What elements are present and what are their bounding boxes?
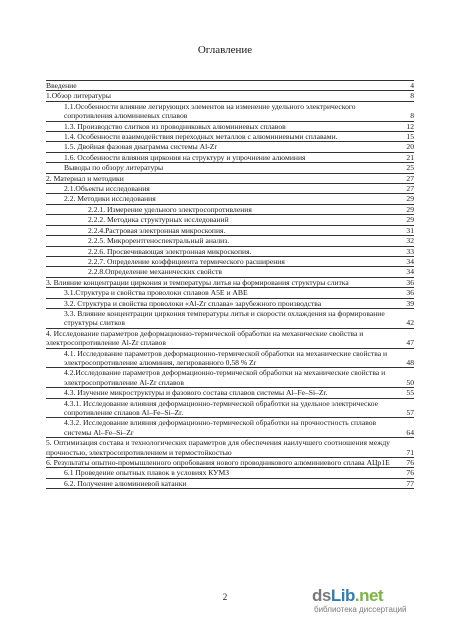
toc-entry-page: 4 bbox=[410, 81, 414, 90]
toc-entry-title: 1.5. Двойная фазовая диаграмма системы Al-Zr bbox=[64, 142, 217, 152]
toc-entry-title: Введение bbox=[46, 81, 77, 90]
toc-entry bbox=[46, 205, 414, 215]
toc-entry-title: 3. Влияние концентрации циркония и температуры литья на формирования структуры слитка bbox=[46, 277, 349, 287]
toc-entry-page: 34 bbox=[406, 267, 414, 277]
toc-entry bbox=[46, 278, 414, 288]
toc-entry-page: 27 bbox=[406, 173, 414, 183]
toc-entry bbox=[46, 399, 414, 419]
toc-entry-title: 4. Исследование параметров деформационно-термической обработки на механические свойства и электросопротивление Al-Zr сплавов bbox=[46, 328, 364, 348]
toc-entry bbox=[46, 418, 414, 438]
toc-entry-page: 64 bbox=[406, 427, 414, 437]
toc-entry bbox=[46, 299, 414, 309]
toc-entry-page: 8 bbox=[410, 91, 414, 101]
watermark-subtitle: библиотека диссертаций bbox=[314, 605, 407, 614]
toc-entry bbox=[46, 309, 414, 329]
toc-entry-title: 2.2.1. Измерение удельного электросопротивления bbox=[88, 204, 252, 214]
toc-entry-page: 48 bbox=[406, 357, 414, 367]
toc-entry-page: 32 bbox=[406, 236, 414, 246]
page-title: Оглавление bbox=[197, 44, 253, 56]
toc-entry-title: 3.3. Влияние концентрации циркония температуры литья и скорости охлаждения на формирование структуры слитков bbox=[64, 308, 385, 328]
toc-entry-page: 21 bbox=[406, 152, 414, 162]
toc-entry-title: Выводы по обзору литературы bbox=[64, 163, 164, 173]
toc-entry-page: 76 bbox=[406, 468, 414, 478]
toc-entry-title: 6.2. Получение алюминиевой катанки bbox=[64, 478, 187, 488]
toc-entry bbox=[46, 226, 414, 236]
toc-entry-page: 29 bbox=[406, 194, 414, 204]
toc-entry-title: 4.3.2. Исследование влияния деформационно-термической обработки на прочностность сплавов системы Al–Fe–Si–Zr bbox=[64, 418, 377, 437]
toc-entry-page: 20 bbox=[406, 142, 414, 152]
toc-entry-title: 1.Обзор литературы bbox=[46, 91, 111, 101]
toc-entry-title: 4.3.1. Исследование влияния деформационно-термической обработки на удельное электрическое сопротивление сплавов Al–Fe–Si–Zr. bbox=[64, 398, 378, 417]
watermark-wordmark: dsLib.net bbox=[312, 586, 384, 605]
toc-entry bbox=[46, 142, 414, 152]
toc-entry-title: 1.3. Производство слитков из проводниковых алюминиевых сплавов bbox=[64, 121, 286, 131]
toc-entry bbox=[46, 438, 414, 458]
toc-entry-title: 2.2.5. Микрорентгеноспектральный анализ. bbox=[88, 236, 230, 246]
toc-entry-title: 2.2.2. Методика структурных исследований bbox=[88, 215, 229, 225]
toc-entry bbox=[46, 215, 414, 225]
toc-entry-title: 1.6. Особенности влияния циркония на структуру и упрочнение алюминия bbox=[64, 152, 306, 162]
toc-entry bbox=[46, 194, 414, 204]
toc-entry-title: 6. Результаты опытно-промышленного опробования нового проводникового алюминиевого сплава АЦр1Е bbox=[46, 458, 390, 468]
toc-entry bbox=[46, 388, 414, 398]
toc-entry-title: 2.2.8.Определение механических свойств bbox=[88, 267, 222, 277]
page-number: 2 bbox=[222, 592, 228, 602]
toc-entry bbox=[46, 247, 414, 257]
toc-entry bbox=[46, 236, 414, 246]
toc-entry bbox=[46, 122, 414, 132]
toc-entry-page: 57 bbox=[406, 408, 414, 417]
watermark-logo bbox=[312, 586, 444, 616]
toc-entry-title: 2.1.Объекты исследования bbox=[64, 184, 150, 194]
toc-entry-page: 8 bbox=[410, 111, 414, 121]
toc-entry-page: 77 bbox=[406, 478, 414, 488]
table-of-contents bbox=[46, 80, 414, 489]
toc-entry-title: 1.4. Особенности взаимодействия переходных металлов с алюминиевыми сплавами. bbox=[64, 132, 338, 142]
toc-entry bbox=[46, 468, 414, 478]
toc-entry bbox=[46, 184, 414, 194]
toc-entry-page: 76 bbox=[406, 458, 414, 468]
toc-entry-title: 4.3. Изучение микроструктуры и фазового состава сплавов системы Al–Fe–Si–Zr. bbox=[64, 388, 328, 398]
toc-entry-title: 1.1.Особенности влияние легирующих элементов на изменение удельного электрического сопротивления алюминиевых сплавов bbox=[64, 101, 356, 121]
toc-entry bbox=[46, 81, 414, 91]
toc-entry-title: 2.2.6. Просвечивающая электронная микроскопия. bbox=[88, 246, 252, 256]
toc-entry-page: 27 bbox=[406, 184, 414, 194]
toc-entry bbox=[46, 91, 414, 101]
toc-entry-title: 2.2.7. Определение коэффициента термического расширения bbox=[88, 256, 285, 266]
toc-entry-page: 29 bbox=[406, 215, 414, 225]
toc-entry-page: 50 bbox=[406, 377, 414, 387]
toc-entry bbox=[46, 368, 414, 388]
toc-entry bbox=[46, 102, 414, 122]
toc-entry-page: 55 bbox=[406, 388, 414, 398]
toc-entry bbox=[46, 174, 414, 184]
toc-entry-page: 29 bbox=[406, 204, 414, 214]
toc-entry-page: 33 bbox=[406, 246, 414, 256]
toc-entry bbox=[46, 257, 414, 267]
toc-entry-page: 31 bbox=[406, 225, 414, 235]
toc-entry-page: 15 bbox=[406, 132, 414, 142]
toc-entry-title: 4.1. Исследование параметров деформационно-термической обработки на механические свойства и электросопротивление алюминия, легированного 0,58 % Zr bbox=[64, 348, 388, 367]
toc-entry-title: 2.2.4.Растровая электронная микроскопия. bbox=[88, 225, 226, 235]
toc-entry bbox=[46, 132, 414, 142]
toc-entry-page: 42 bbox=[406, 318, 414, 328]
toc-entry bbox=[46, 267, 414, 277]
toc-entry bbox=[46, 288, 414, 298]
toc-entry bbox=[46, 479, 414, 489]
toc-entry-title: 4.2.Исследование параметров деформационно-термической обработки на механические свойства и электросопротивление Al-Zr сплавов bbox=[64, 368, 386, 387]
toc-entry-title: 3.1.Структура и свойства проволоки сплавов А5Е и АВЕ bbox=[64, 288, 248, 298]
toc-entry-page: 47 bbox=[406, 338, 414, 348]
toc-entry bbox=[46, 153, 414, 163]
toc-entry-title: 6.1 Проведение опытных плавок в условиях КУМЗ bbox=[64, 468, 230, 478]
toc-entry-page: 39 bbox=[406, 298, 414, 308]
toc-entry-title: 2. Материал и методики bbox=[46, 173, 124, 183]
toc-entry-page: 36 bbox=[406, 288, 414, 298]
toc-entry bbox=[46, 329, 414, 349]
toc-entry-page: 34 bbox=[406, 256, 414, 266]
toc-entry bbox=[46, 458, 414, 468]
toc-entry-title: 2.2. Методики исследования bbox=[64, 194, 156, 204]
toc-entry-page: 71 bbox=[406, 447, 414, 457]
toc-entry bbox=[46, 163, 414, 173]
toc-entry-page: 12 bbox=[406, 121, 414, 131]
toc-entry-title: 5. Оптимизация состава и технологических параметров для обеспечения наилучшего соотношения между прочностью, электросопротивлением и термостойкостью bbox=[46, 438, 390, 457]
toc-entry-page: 36 bbox=[406, 277, 414, 287]
toc-entry-page: 25 bbox=[406, 163, 414, 173]
toc-entry-title: 3.2. Структура и свойства проволоки «Al-Zr сплава» зарубежного производства bbox=[64, 298, 322, 308]
toc-entry bbox=[46, 349, 414, 369]
